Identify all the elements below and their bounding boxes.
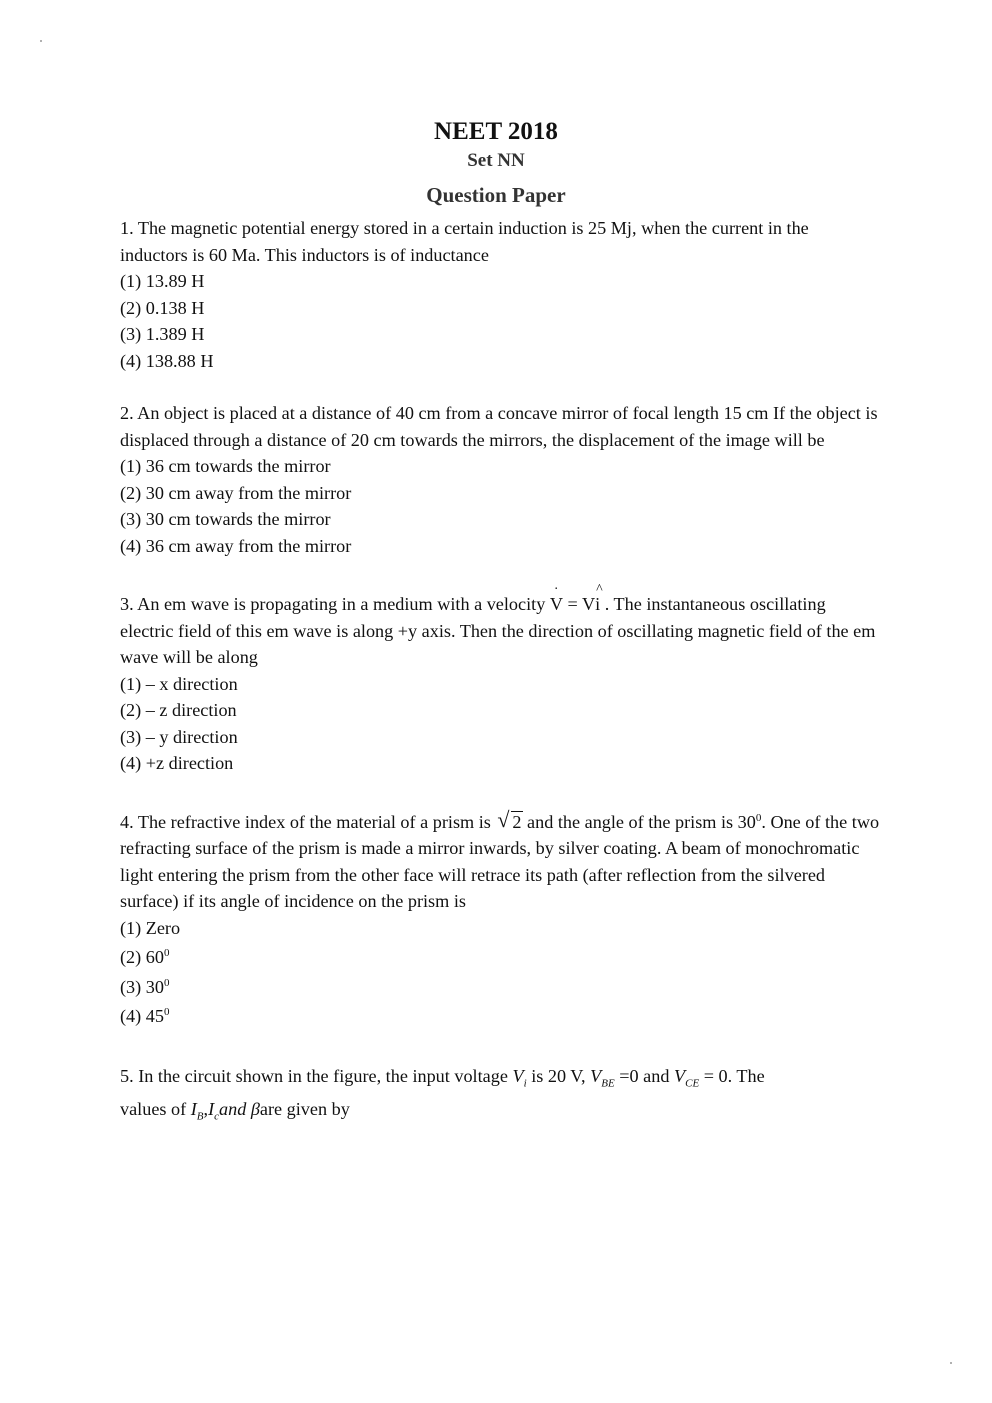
exam-title: NEET 2018 [434,118,558,145]
question-1-option-3: (3) 1.389 H [120,324,205,344]
input-voltage-symbol: V [512,1065,524,1086]
question-3-stem-text-b: . The instantaneous oscillating electric field of this em wave is along +y axis. Then the direction of oscillating magnetic field of the em wave will be along [120,594,876,667]
question-4-option-1-label: (1) Zero [120,917,181,938]
paper-label: Question Paper [426,183,566,207]
question-2-option-2: (2) 30 cm away from the mirror [120,482,352,503]
question-5-stem-text-b: is 20 V, [526,1065,591,1086]
question-2-options [120,453,880,559]
question-3-stem-text-a: 3. An em wave is propagating in a medium with a velocity [120,594,550,614]
question-4-option-2 [120,944,880,971]
question-2-stem: 2. An object is placed at a distance of 40 cm from a concave mirror of focal length 15 cm If the object is displaced through a distance of 20 cm towards the mirrors, the displacement of the image will be [120,403,878,450]
question-4-options [120,915,880,1030]
question-4 [120,809,880,1030]
question-4-option-4-label: (4) 45 [120,1006,164,1026]
input-voltage-subscript: i [523,1077,527,1090]
collector-current-symbol: I [208,1098,215,1119]
questions-container [120,215,880,1152]
base-current-subscript: B [196,1110,204,1123]
degree-superscript: 0 [163,946,170,959]
question-4-option-2-label: (2) 60 [120,947,164,967]
question-1-stem: 1. The magnetic potential energy stored in a certain induction is 25 Mj, when the current in the inductors is 60 Ma. This inductors is of inductance [120,218,809,265]
question-2-option-3: (3) 30 cm towards the mirror [120,509,331,529]
degree-superscript: 0 [755,811,762,824]
velocity-equals: = V [562,594,596,614]
question-2-option-1: (1) 36 cm towards the mirror [120,456,331,476]
question-5-stem [120,1060,880,1126]
question-2-option-4: (4) 36 cm away from the mirror [120,535,352,556]
question-2 [120,400,880,559]
velocity-vector-symbol: V · [550,591,563,618]
question-1-option-4: (4) 138.88 H [120,350,214,371]
question-3-option-4: (4) +z direction [120,753,234,773]
question-5 [120,1060,880,1126]
question-3-options [120,671,880,777]
question-5-stem-text-e: values of [120,1098,191,1119]
question-3 [120,591,880,777]
velocity-expression [550,594,600,614]
base-current-symbol: I [190,1098,197,1119]
degree-superscript: 0 [163,976,170,989]
vbe-subscript: BE [601,1077,615,1090]
question-4-stem [120,809,880,915]
question-5-stem-text-a: 5. In the circuit shown in the figure, the input voltage [120,1065,513,1086]
question-1-option-2: (2) 0.138 H [120,297,205,318]
question-1 [120,215,880,374]
degree-superscript: 0 [163,1005,170,1018]
question-5-stem-text-c: =0 and [614,1065,674,1086]
question-3-option-3: (3) – y direction [120,726,238,747]
vbe-symbol: V [590,1065,602,1086]
prism-angle-value: 30 [737,811,756,832]
question-4-stem-text-a: 4. The refractive index of the material of a prism is [120,811,496,832]
vce-symbol: V [674,1065,686,1086]
question-4-option-1 [120,915,880,942]
collector-current-subscript: c [214,1110,220,1123]
question-3-option-1: (1) – x direction [120,673,238,694]
question-3-option-2: (2) – z direction [120,700,237,720]
vce-subscript: CE [685,1077,700,1090]
beta-symbol: β [250,1098,260,1119]
scan-mark [950,1362,952,1364]
question-4-stem-text-c: . One of the two refracting surface of the prism is made a mirror inwards, by silver coating. A beam of monochromatic light entering the prism from the other face will retrace its path (after reflection from the silvered surface) if its angle of incidence on the prism is [120,811,880,911]
unit-vector-i: i ^ [595,591,600,618]
question-4-option-4 [120,1003,880,1030]
sqrt-radicand: 2 [512,811,522,832]
question-4-option-3 [120,974,880,1001]
question-5-stem-text-f: are given by [259,1098,350,1119]
question-5-stem-text-d: = 0. The [699,1065,765,1086]
math-and: and [219,1098,251,1119]
question-4-stem-text-b: and the angle of the prism is [522,811,738,832]
sqrt-symbol [499,809,522,836]
set-name: Set NN [467,150,525,171]
math-comma: , [203,1098,209,1119]
question-1-options [120,268,880,374]
question-3-stem [120,591,880,671]
question-4-option-3-label: (3) 30 [120,976,164,997]
question-1-option-1: (1) 13.89 H [120,271,205,291]
scan-mark [40,40,42,42]
